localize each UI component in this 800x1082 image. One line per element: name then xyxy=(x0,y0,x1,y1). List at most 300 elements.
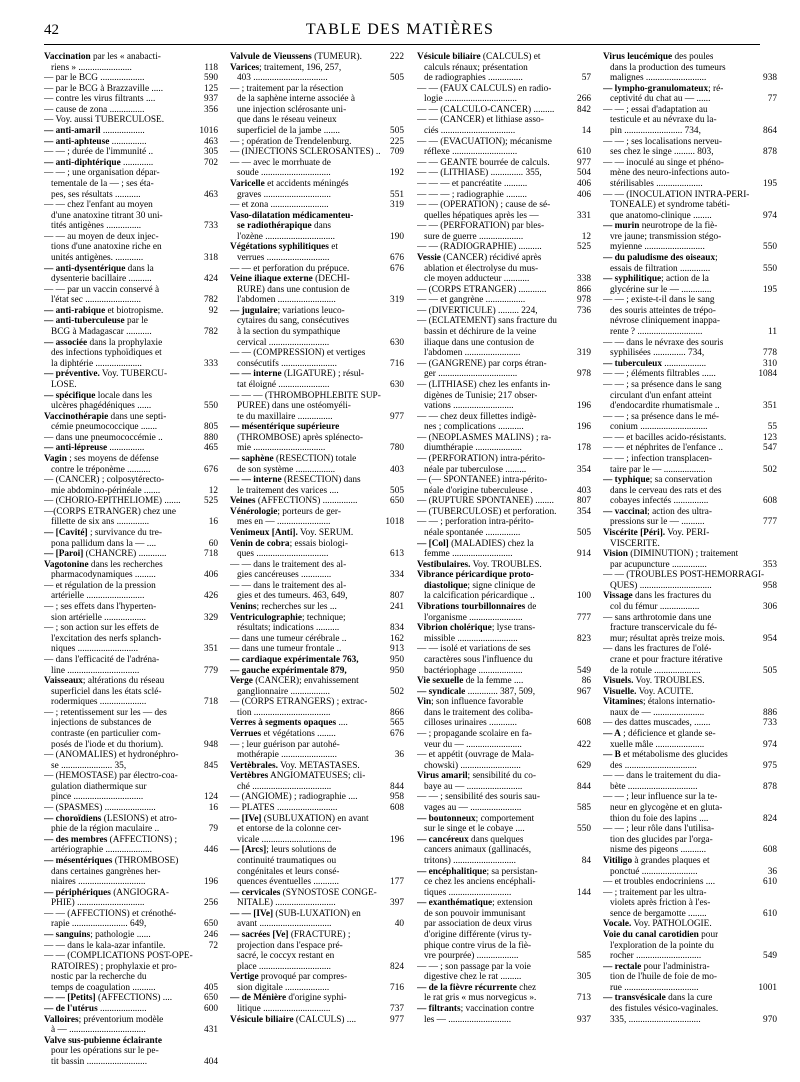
page-ref: 406 xyxy=(577,178,591,189)
index-entry-line xyxy=(44,348,218,359)
entry-text: Virus amaril; sensibilité du co- xyxy=(417,771,536,782)
index-entry-line xyxy=(417,591,591,602)
entry-text: cobayes infectés ............... xyxy=(610,496,709,507)
index-entry-line xyxy=(603,211,777,222)
entry-text: injections de substances de xyxy=(51,718,152,729)
entry-text: Vissage dans les fractures du xyxy=(603,591,712,602)
entry-text: l'abdomen ......................... xyxy=(237,295,336,306)
index-entry-line xyxy=(417,84,591,95)
entry-text: vations .......................... xyxy=(424,401,514,412)
page-ref: 318 xyxy=(204,252,218,263)
index-entry-line xyxy=(417,507,591,518)
index-entry-line xyxy=(230,570,404,581)
entry-text: l'exploration de la pointe du xyxy=(610,940,714,951)
entry-text: tion de l'huile de foie de mo- xyxy=(610,972,718,983)
page-ref: 406 xyxy=(204,570,218,581)
page-ref: 222 xyxy=(390,52,404,62)
entry-text: tiques ........................... xyxy=(424,887,512,898)
index-entry-line xyxy=(44,264,218,275)
entry-text: posés de l'iode et du thorium). xyxy=(51,739,164,750)
index-entry-line xyxy=(44,919,218,930)
entry-text: calculs rénaux; présentation xyxy=(424,62,528,73)
page-ref: 72 xyxy=(208,940,218,951)
entry-text: — syndicale ............. 387, 509, xyxy=(417,686,536,697)
entry-text: superficiel dans les états sclé- xyxy=(51,686,162,697)
index-entry-line xyxy=(603,962,777,973)
entry-text: le rat gris « mus norvegicus ». xyxy=(424,993,537,1004)
index-entry-line xyxy=(44,750,218,761)
entry-text: ciés ................................ xyxy=(424,126,516,137)
entry-text: veur du — ........................ xyxy=(424,739,522,750)
index-entry-line xyxy=(417,264,591,275)
entry-text: Virus leucémique des poules xyxy=(603,52,714,62)
index-entry-line xyxy=(603,264,777,275)
page-ref: 329 xyxy=(204,612,218,623)
entry-text: femme .......................... xyxy=(424,549,513,560)
page-ref: 266 xyxy=(577,94,591,105)
entry-text: VISCÉRITE. xyxy=(610,538,660,549)
entry-text: néale d'origine tuberculeuse . xyxy=(424,485,533,496)
index-entry-line xyxy=(44,391,218,402)
entry-text: — cervicales (SYNOSTOSE CONGÉ- xyxy=(230,887,377,898)
entry-text: Vésicule biliaire (CALCULS) et xyxy=(417,52,541,62)
entry-text: stérilisables .................... xyxy=(610,178,703,189)
page-ref: 504 xyxy=(577,168,591,179)
entry-text: — — ; existe-t-il dans le sang xyxy=(603,295,715,306)
entry-text: — du paludisme des oiseaux; xyxy=(603,252,718,263)
index-entry-line xyxy=(44,200,218,211)
entry-text: — (ANOMALIES) et hydronéphro- xyxy=(44,750,179,761)
index-entry-line xyxy=(230,115,404,126)
index-entry-line xyxy=(230,803,404,814)
page-ref: 845 xyxy=(204,760,218,771)
entry-text: une injection sclérosante uni- xyxy=(237,104,347,115)
index-entry-line xyxy=(417,306,591,317)
page-ref: 878 xyxy=(763,781,777,792)
index-entry-line xyxy=(44,327,218,338)
entry-text: chowski) .......................... xyxy=(424,760,521,771)
entry-text: rapie ........................ 649, xyxy=(51,919,147,930)
entry-text: — sans arthrotomie dans une xyxy=(603,612,712,623)
index-entry-line xyxy=(230,824,404,835)
index-entry-line xyxy=(44,168,218,179)
entry-text: — — (LITHIASE) .............. 355, xyxy=(417,168,542,179)
entry-text: sacré, le coccyx restant en xyxy=(237,951,335,962)
index-entry-line xyxy=(417,549,591,560)
index-entry-line xyxy=(603,517,777,528)
page-ref: 975 xyxy=(763,760,777,771)
entry-text: TONÉALE) et syndrome tabéti- xyxy=(610,200,730,211)
page-ref: 780 xyxy=(390,443,404,454)
entry-text: — [Paroi] (CHANCRE) ............ xyxy=(44,549,167,560)
index-entry-line xyxy=(230,867,404,878)
page-ref: 12 xyxy=(581,231,591,242)
index-entry-line xyxy=(603,602,777,613)
entry-text: — cancéreux dans quelques xyxy=(417,834,524,845)
entry-text: Vénérologie; porteurs de ger- xyxy=(230,506,341,517)
entry-text: — — dans le traitement des al- xyxy=(230,559,347,570)
index-entry-line xyxy=(603,327,777,338)
page-ref: 974 xyxy=(763,739,777,750)
index-entry-line xyxy=(44,941,218,952)
entry-text: — — — ; radiographie ......... xyxy=(417,189,527,200)
entry-text: — ; traitement par la résection xyxy=(230,83,344,94)
entry-text: Vertèbrales. Voy. MÉTASTASES. xyxy=(230,760,360,771)
index-entry-line xyxy=(230,1015,404,1026)
index-entry-line xyxy=(603,242,777,253)
index-entry-line xyxy=(44,782,218,793)
page-ref: 585 xyxy=(577,803,591,814)
index-entry-line xyxy=(230,264,404,275)
index-entry-line xyxy=(230,877,404,888)
index-entry-line xyxy=(44,549,218,560)
index-entry-line xyxy=(603,877,777,888)
index-entry-line xyxy=(417,814,591,825)
page-ref: 505 xyxy=(390,485,404,496)
entry-text: — (— SPONTANÉE) intra-périto- xyxy=(417,475,548,486)
index-entry-line xyxy=(230,993,404,1004)
page-ref: 36 xyxy=(767,866,777,877)
index-entry-line xyxy=(603,158,777,169)
entry-text: — ; opération de Trendelenburg. xyxy=(230,136,352,147)
entry-text: ganglionnaire ................. xyxy=(237,686,330,697)
entry-text: — anti-tuberculeuse par le xyxy=(44,316,148,327)
index-entry-line xyxy=(44,475,218,486)
index-entry-line xyxy=(603,295,777,306)
page-ref: 977 xyxy=(390,1014,404,1025)
entry-text: — — ; éléments filtrables ...... xyxy=(603,369,716,380)
page-ref: 465 xyxy=(204,443,218,454)
entry-text: contraste (en particulier com- xyxy=(51,729,161,739)
entry-text: baye au — ........................ xyxy=(424,781,523,792)
entry-text: digestive chez le rat ......... xyxy=(424,972,522,983)
entry-text: — par le BCG ................... xyxy=(44,73,145,84)
entry-text: Vertige provoqué par compres- xyxy=(230,972,348,983)
index-entry-line xyxy=(44,1015,218,1026)
index-entry-line xyxy=(230,105,404,116)
index-entry-line xyxy=(417,63,591,74)
entry-text: — mésentériques (THROMBOSE) xyxy=(44,855,179,866)
entry-text: — (CORPS ÉTRANGERS) ; extrac- xyxy=(230,697,368,708)
index-entry-line xyxy=(417,655,591,666)
entry-text: Venin de cobra; essais biologi- xyxy=(230,538,348,549)
entry-text: dans certaines gangrènes her- xyxy=(51,866,161,877)
entry-text: — — chez deux fillettes indigè- xyxy=(417,411,537,422)
page-ref: 958 xyxy=(763,580,777,591)
entry-text: — — chez l'enfant au moyen xyxy=(44,200,153,211)
entry-text: — — [IVe] (SUB-LUXATION) en xyxy=(230,908,361,919)
index-entry-line xyxy=(44,369,218,380)
page-ref: 305 xyxy=(577,972,591,983)
entry-text: — rectale pour l'administra- xyxy=(603,961,710,972)
entry-text: Vitiligo à grandes plaques et xyxy=(603,855,710,866)
entry-text: Vocale. Voy. PATHOLOGIE. xyxy=(603,919,712,930)
index-entry-line xyxy=(603,221,777,232)
page-ref: 610 xyxy=(577,147,591,158)
entry-text: — — ; son passage par la voie xyxy=(417,961,531,972)
index-entry-line xyxy=(44,792,218,803)
page-ref: 676 xyxy=(390,252,404,263)
entry-text: — — dans le traitement du dia- xyxy=(603,771,721,782)
index-entry-line xyxy=(603,316,777,327)
index-entry-line xyxy=(44,496,218,507)
index-entry-line xyxy=(230,528,404,539)
index-entry-line xyxy=(230,909,404,920)
entry-text: missible .......................... xyxy=(424,633,518,644)
index-column-3 xyxy=(417,52,591,1072)
index-entry-line xyxy=(44,972,218,983)
index-entry-line xyxy=(603,274,777,285)
entry-text: d'endocardite rhumatismale .. xyxy=(610,401,720,412)
entry-text: Valloires; préventorium modèle xyxy=(44,1014,164,1025)
index-entry-line xyxy=(230,486,404,497)
index-entry-line xyxy=(44,63,218,74)
index-entry-line xyxy=(417,845,591,856)
page-ref: 733 xyxy=(763,718,777,729)
page-ref: 319 xyxy=(577,348,591,359)
entry-text: la calcification péricardique .. xyxy=(424,591,535,602)
index-entry-line xyxy=(230,443,404,454)
entry-text: — anti-rabique et biotropisme. xyxy=(44,305,164,316)
page-ref: 733 xyxy=(204,221,218,232)
page-ref: 305 xyxy=(204,147,218,158)
entry-text: Vestibulaires. Voy. TROUBLES. xyxy=(417,559,542,570)
entry-text: — — (COMPRESSION) et vertiges xyxy=(230,348,366,359)
page-ref: 565 xyxy=(390,718,404,729)
index-entry-line xyxy=(603,200,777,211)
entry-text: — — ; sa présence dans le mé- xyxy=(603,411,719,422)
entry-text: dans la production des tumeurs xyxy=(610,62,726,73)
page-ref: 424 xyxy=(204,274,218,285)
page-ref: 608 xyxy=(763,496,777,507)
entry-text: — ; retentissement sur les — des xyxy=(44,707,167,718)
entry-text: — sanguins; pathologie ...... xyxy=(44,929,151,940)
index-entry-line xyxy=(44,1057,218,1068)
entry-text: Verge (CANCER); envahissement xyxy=(230,676,359,687)
page-ref: 948 xyxy=(204,739,218,750)
entry-text: — — ; leur influence sur la te- xyxy=(603,792,718,803)
page-ref: 958 xyxy=(390,792,404,803)
entry-text: digènes de Tunisie; 217 obser- xyxy=(424,390,538,401)
index-entry-line xyxy=(44,867,218,878)
entry-text: NITALE) .......................... xyxy=(237,898,336,909)
entry-text: Vie sexuelle de la femme .... xyxy=(417,676,524,687)
index-entry-line xyxy=(417,105,591,116)
entry-text: riens » ....................... xyxy=(51,62,132,73)
page-ref: 196 xyxy=(390,834,404,845)
entry-text: phique contre virus de la fiè- xyxy=(424,940,532,951)
index-entry-line xyxy=(230,697,404,708)
entry-text: — (RUPTURE SPONTANÉE) ........ xyxy=(417,496,554,507)
entry-text: — ; leur guérison par autohé- xyxy=(230,739,340,750)
page-ref: 192 xyxy=(390,168,404,179)
index-entry-line xyxy=(230,359,404,370)
index-entry-line xyxy=(230,941,404,952)
index-entry-line xyxy=(603,1004,777,1015)
entry-text: Verres à segments opaques .... xyxy=(230,718,348,729)
index-entry-line xyxy=(230,147,404,158)
index-entry-line xyxy=(417,919,591,930)
index-entry-line xyxy=(417,391,591,402)
entry-text: — ; ses effets dans l'hyperten- xyxy=(44,602,157,613)
entry-text: pharmacodynamiques ......... xyxy=(51,570,156,581)
entry-text: — — (PERFORATION) par bles- xyxy=(417,221,545,232)
entry-text: rodermiques .................... xyxy=(51,697,147,708)
entry-text: l'ozène .............................. xyxy=(237,231,335,242)
entry-text: des infections typhoïdiques et xyxy=(51,348,162,359)
index-entry-line xyxy=(44,602,218,613)
entry-text: — associée dans la prophylaxie xyxy=(44,337,163,348)
index-column-1 xyxy=(44,52,218,1072)
entry-text: — dans les fractures de l'olé- xyxy=(603,644,712,655)
entry-text: — boutonneux; comportement xyxy=(417,813,535,824)
page-ref: 978 xyxy=(577,369,591,380)
page-ref: 805 xyxy=(204,422,218,433)
entry-text: résultats; indications .......... xyxy=(237,623,340,634)
index-entry-line xyxy=(603,930,777,941)
index-entry-line xyxy=(230,126,404,137)
index-entry-line xyxy=(417,867,591,878)
index-entry-line xyxy=(417,179,591,190)
entry-text: mothérapie ........................ xyxy=(237,750,337,761)
entry-text: — dans une pneumococcémie .. xyxy=(44,432,163,443)
entry-text: — de l'utérus .................... xyxy=(44,1004,147,1015)
entry-text: — et troubles endocriniens .... xyxy=(603,877,716,888)
page-ref: 737 xyxy=(390,1004,404,1015)
entry-text: — — — et pancréatite .......... xyxy=(417,178,528,189)
index-entry-line xyxy=(230,380,404,391)
page-ref: 551 xyxy=(390,189,404,200)
entry-text: naux de — ...................... xyxy=(610,707,705,718)
index-entry-line xyxy=(44,560,218,571)
index-entry-line xyxy=(230,232,404,243)
page-ref: 505 xyxy=(577,528,591,539)
index-entry-line xyxy=(44,962,218,973)
page-ref: 525 xyxy=(577,242,591,253)
page-ref: 331 xyxy=(577,210,591,221)
index-entry-line xyxy=(417,972,591,983)
entry-text: le traitement des varices .... xyxy=(237,485,339,496)
entry-text: temps de coagulation .......... xyxy=(51,982,156,993)
index-entry-line xyxy=(417,676,591,687)
page-ref: 403 xyxy=(390,464,404,475)
page-ref: 353 xyxy=(763,559,777,570)
entry-text: — ; son action sur les effets de xyxy=(44,623,159,634)
entry-text: — (LITHIASE) chez les enfants in- xyxy=(417,379,551,390)
entry-text: d'origine différente (virus ty- xyxy=(424,929,532,940)
index-entry-line xyxy=(230,1004,404,1015)
page-ref: 55 xyxy=(767,422,777,433)
index-entry-line xyxy=(44,676,218,687)
page-ref: 431 xyxy=(204,1025,218,1036)
index-entry-line xyxy=(44,528,218,539)
index-entry-line xyxy=(230,253,404,264)
page-ref: 844 xyxy=(577,781,591,792)
index-entry-line xyxy=(44,993,218,1004)
index-entry-line xyxy=(44,285,218,296)
entry-text: — (INJECTIONS SCLÉROSANTES) .. xyxy=(230,147,381,158)
index-entry-line xyxy=(44,623,218,634)
entry-text: pour les opérations sur le pe- xyxy=(51,1046,159,1057)
index-entry-line xyxy=(603,951,777,962)
index-entry-line xyxy=(603,539,777,550)
entry-text: — dans une tumeur frontale .. xyxy=(230,644,342,655)
index-entry-line xyxy=(44,644,218,655)
page-ref: 403 xyxy=(577,485,591,496)
index-entry-line xyxy=(44,454,218,465)
entry-text: Visuelle. Voy. ACUITÉ. xyxy=(603,686,694,697)
page-ref: 162 xyxy=(390,633,404,644)
index-entry-line xyxy=(230,951,404,962)
page-ref: 505 xyxy=(763,665,777,676)
page-ref: 866 xyxy=(390,707,404,718)
index-entry-line xyxy=(230,613,404,624)
index-entry-line xyxy=(603,687,777,698)
index-entry-line xyxy=(44,465,218,476)
entry-text: (THROMBOSE) après splénecto- xyxy=(237,432,363,443)
index-entry-line xyxy=(417,94,591,105)
index-entry-line xyxy=(44,835,218,846)
index-entry-line xyxy=(603,983,777,994)
index-entry-line xyxy=(417,983,591,994)
index-entry-line xyxy=(230,687,404,698)
index-entry-line xyxy=(230,708,404,719)
index-entry-line xyxy=(603,84,777,95)
entry-text: que anatomo-clinique ........ xyxy=(610,210,712,221)
index-entry-line xyxy=(230,327,404,338)
entry-text: Vessie (CANCER) récidivé après xyxy=(417,252,542,263)
index-entry-line xyxy=(230,782,404,793)
entry-text: Vagotonine dans les recherches xyxy=(44,559,163,570)
index-entry-line xyxy=(603,63,777,74)
index-entry-line xyxy=(230,137,404,148)
index-entry-line xyxy=(44,401,218,412)
entry-text: se radiothérapique dans xyxy=(237,221,332,232)
index-entry-line xyxy=(603,750,777,761)
page-title: TABLE DES MATIÈRES xyxy=(305,21,495,38)
index-entry-line xyxy=(417,581,591,592)
index-entry-line xyxy=(603,708,777,719)
index-entry-line xyxy=(230,316,404,327)
index-entry-line xyxy=(417,1015,591,1026)
entry-text: Valve sus-pubienne éclairante xyxy=(44,1035,162,1046)
index-entry-line xyxy=(44,539,218,550)
index-entry-line xyxy=(230,972,404,983)
index-entry-line xyxy=(417,137,591,148)
entry-text: — (ÉCLATEMENT) sans fracture du xyxy=(417,316,557,327)
page-ref: 974 xyxy=(763,210,777,221)
index-entry-line xyxy=(230,591,404,602)
page-ref: 502 xyxy=(763,464,777,475)
index-entry-line xyxy=(44,845,218,856)
page-ref: 334 xyxy=(390,570,404,581)
index-entry-line xyxy=(417,761,591,772)
index-entry-line xyxy=(417,792,591,803)
page-ref: 864 xyxy=(763,126,777,137)
entry-text: Vitamines; étalons internatio- xyxy=(603,697,716,708)
index-entry-line xyxy=(230,200,404,211)
index-entry-line xyxy=(603,179,777,190)
index-entry-line xyxy=(417,528,591,539)
entry-text: — (DIVERTICULE) ......... 224, xyxy=(417,305,538,316)
header-rule xyxy=(44,44,760,45)
page-ref: 246 xyxy=(204,929,218,940)
index-entry-line xyxy=(230,930,404,941)
index-entry-line xyxy=(603,888,777,899)
page-ref: 123 xyxy=(763,432,777,443)
index-entry-line xyxy=(44,634,218,645)
entry-text: Verrues et végétations ........ xyxy=(230,729,336,739)
